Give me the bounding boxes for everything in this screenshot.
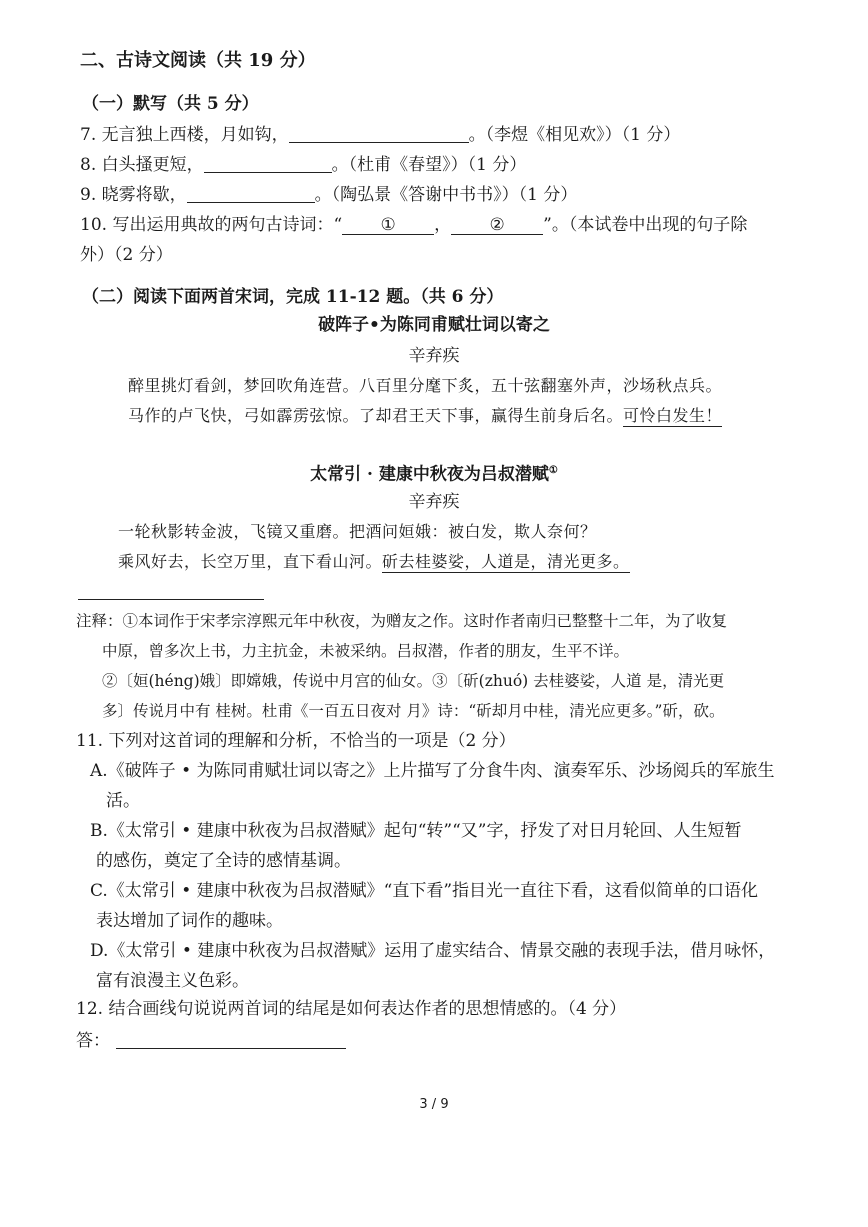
note-line-3: ②〔姮(héng)娥〕即嫦娥，传说中月宫的仙女。③〔斫(zhuó) 去桂婆娑，人道 是，清光更 xyxy=(102,672,725,690)
q7-text: 7. 无言独上西楼，月如钩， xyxy=(80,125,289,145)
poem1-underlined-line: 可怜白发生！ xyxy=(623,406,723,425)
q8-answer-blank[interactable] xyxy=(204,156,332,173)
part1-heading: （一）默写（共 5 分） xyxy=(82,94,259,114)
option-d-cont: 富有浪漫主义色彩。 xyxy=(96,971,249,991)
poem2-underlined-line: 斫去桂婆娑，人道是，清光更多。 xyxy=(382,552,630,571)
q10-separator: ， xyxy=(434,215,452,235)
q9-text: 9. 晓雾将歇， xyxy=(80,185,187,205)
poem2-title xyxy=(0,460,868,486)
q7-source: 。（李煜《相见欢》）（1 分） xyxy=(468,125,681,145)
option-c-cont: 表达增加了词作的趣味。 xyxy=(96,911,283,931)
notes-divider xyxy=(78,599,264,600)
poem2-title-text: 太常引 · 建康中秋夜为吕叔潜赋 xyxy=(310,464,549,485)
question-8 xyxy=(80,154,526,176)
answer-blank[interactable] xyxy=(116,1032,346,1049)
poem1-line-1: 醉里挑灯看剑，梦回吹角连营。八百里分麾下炙，五十弦翻塞外声，沙场秋点兵。 xyxy=(128,376,723,395)
answer-row xyxy=(76,1030,346,1052)
poem1-author: 辛弃疾 xyxy=(408,346,460,366)
q10-note: ”。（本试卷中出现的句子除 xyxy=(543,215,748,235)
option-b[interactable]: B.《太常引 • 建康中秋夜为吕叔潜赋》起句“转”“又”字，抒发了对日月轮回、人生短暂 xyxy=(90,821,742,841)
part2-heading: （二）阅读下面两首宋词，完成 11-12 题。（共 6 分） xyxy=(82,287,504,307)
question-10-cont: 外）（2 分） xyxy=(80,245,173,265)
section-heading: 二、古诗文阅读（共 19 分） xyxy=(80,50,316,71)
q10-blank-1[interactable]: ① xyxy=(342,216,434,235)
poem2-line-2 xyxy=(118,551,630,573)
option-d[interactable]: D.《太常引 • 建康中秋夜为吕叔潜赋》运用了虚实结合、情景交融的表现手法，借月咏怀， xyxy=(90,941,776,961)
question-9 xyxy=(80,184,577,206)
q8-source: 。（杜甫《春望》）（1 分） xyxy=(331,155,527,175)
poem1-title: 破阵子•为陈同甫赋壮词以寄之 xyxy=(318,315,550,335)
option-a-cont: 活。 xyxy=(106,791,140,811)
q10-text: 10. 写出运用典故的两句古诗词：“ xyxy=(80,215,343,235)
poem1-line-2 xyxy=(128,405,722,427)
note-line-1: 注释：①本词作于宋孝宗淳熙元年中秋夜，为赠友之作。这时作者南归已整整十二年，为了收复 xyxy=(76,612,728,630)
question-11-stem: 11. 下列对这首词的理解和分析，不恰当的一项是（2 分） xyxy=(76,731,516,751)
poem2-title-note-mark: ① xyxy=(548,465,558,476)
q9-answer-blank[interactable] xyxy=(187,186,315,203)
poem2-line-1: 一轮秋影转金波，飞镜又重磨。把酒问姮娥：被白发，欺人奈何？ xyxy=(118,522,597,541)
question-10 xyxy=(80,214,747,236)
option-a[interactable]: A.《破阵子 • 为陈同甫赋壮词以寄之》上片描写了分食牛肉、演奏军乐、沙场阅兵的军旅生 xyxy=(90,761,775,781)
answer-label: 答： xyxy=(76,1031,110,1051)
page-number: 3 / 9 xyxy=(419,1097,449,1112)
poem1-line-2-text: 马作的卢飞快，弓如霹雳弦惊。了却君王天下事，赢得生前身后名。 xyxy=(128,406,624,425)
question-7 xyxy=(80,124,680,146)
option-b-cont: 的感伤，奠定了全诗的感情基调。 xyxy=(96,851,351,871)
q8-text: 8. 白头搔更短， xyxy=(80,155,204,175)
question-12-stem: 12. 结合画线句说说两首词的结尾是如何表达作者的思想情感的。（4 分） xyxy=(76,999,627,1019)
poem2-line-2-text: 乘风好去，长空万里，直下看山河。 xyxy=(118,552,383,571)
note-line-4: 多〕传说月中有 桂树。杜甫《一百五日夜对 月》诗：“斫却月中桂，清光应更多。”斫，砍。 xyxy=(102,702,725,720)
q7-answer-blank[interactable] xyxy=(289,126,469,143)
q10-blank-2[interactable]: ② xyxy=(451,216,543,235)
option-c[interactable]: C.《太常引 • 建康中秋夜为吕叔潜赋》“直下看”指目光一直往下看，这看似简单的口语化 xyxy=(90,881,759,901)
poem2-author: 辛弃疾 xyxy=(408,492,460,512)
note-line-2: 中原，曾多次上书，力主抗金，未被采纳。吕叔潜，作者的朋友，生平不详。 xyxy=(102,642,630,660)
q9-source: 。（陶弘景《答谢中书书》）（1 分） xyxy=(314,185,578,205)
